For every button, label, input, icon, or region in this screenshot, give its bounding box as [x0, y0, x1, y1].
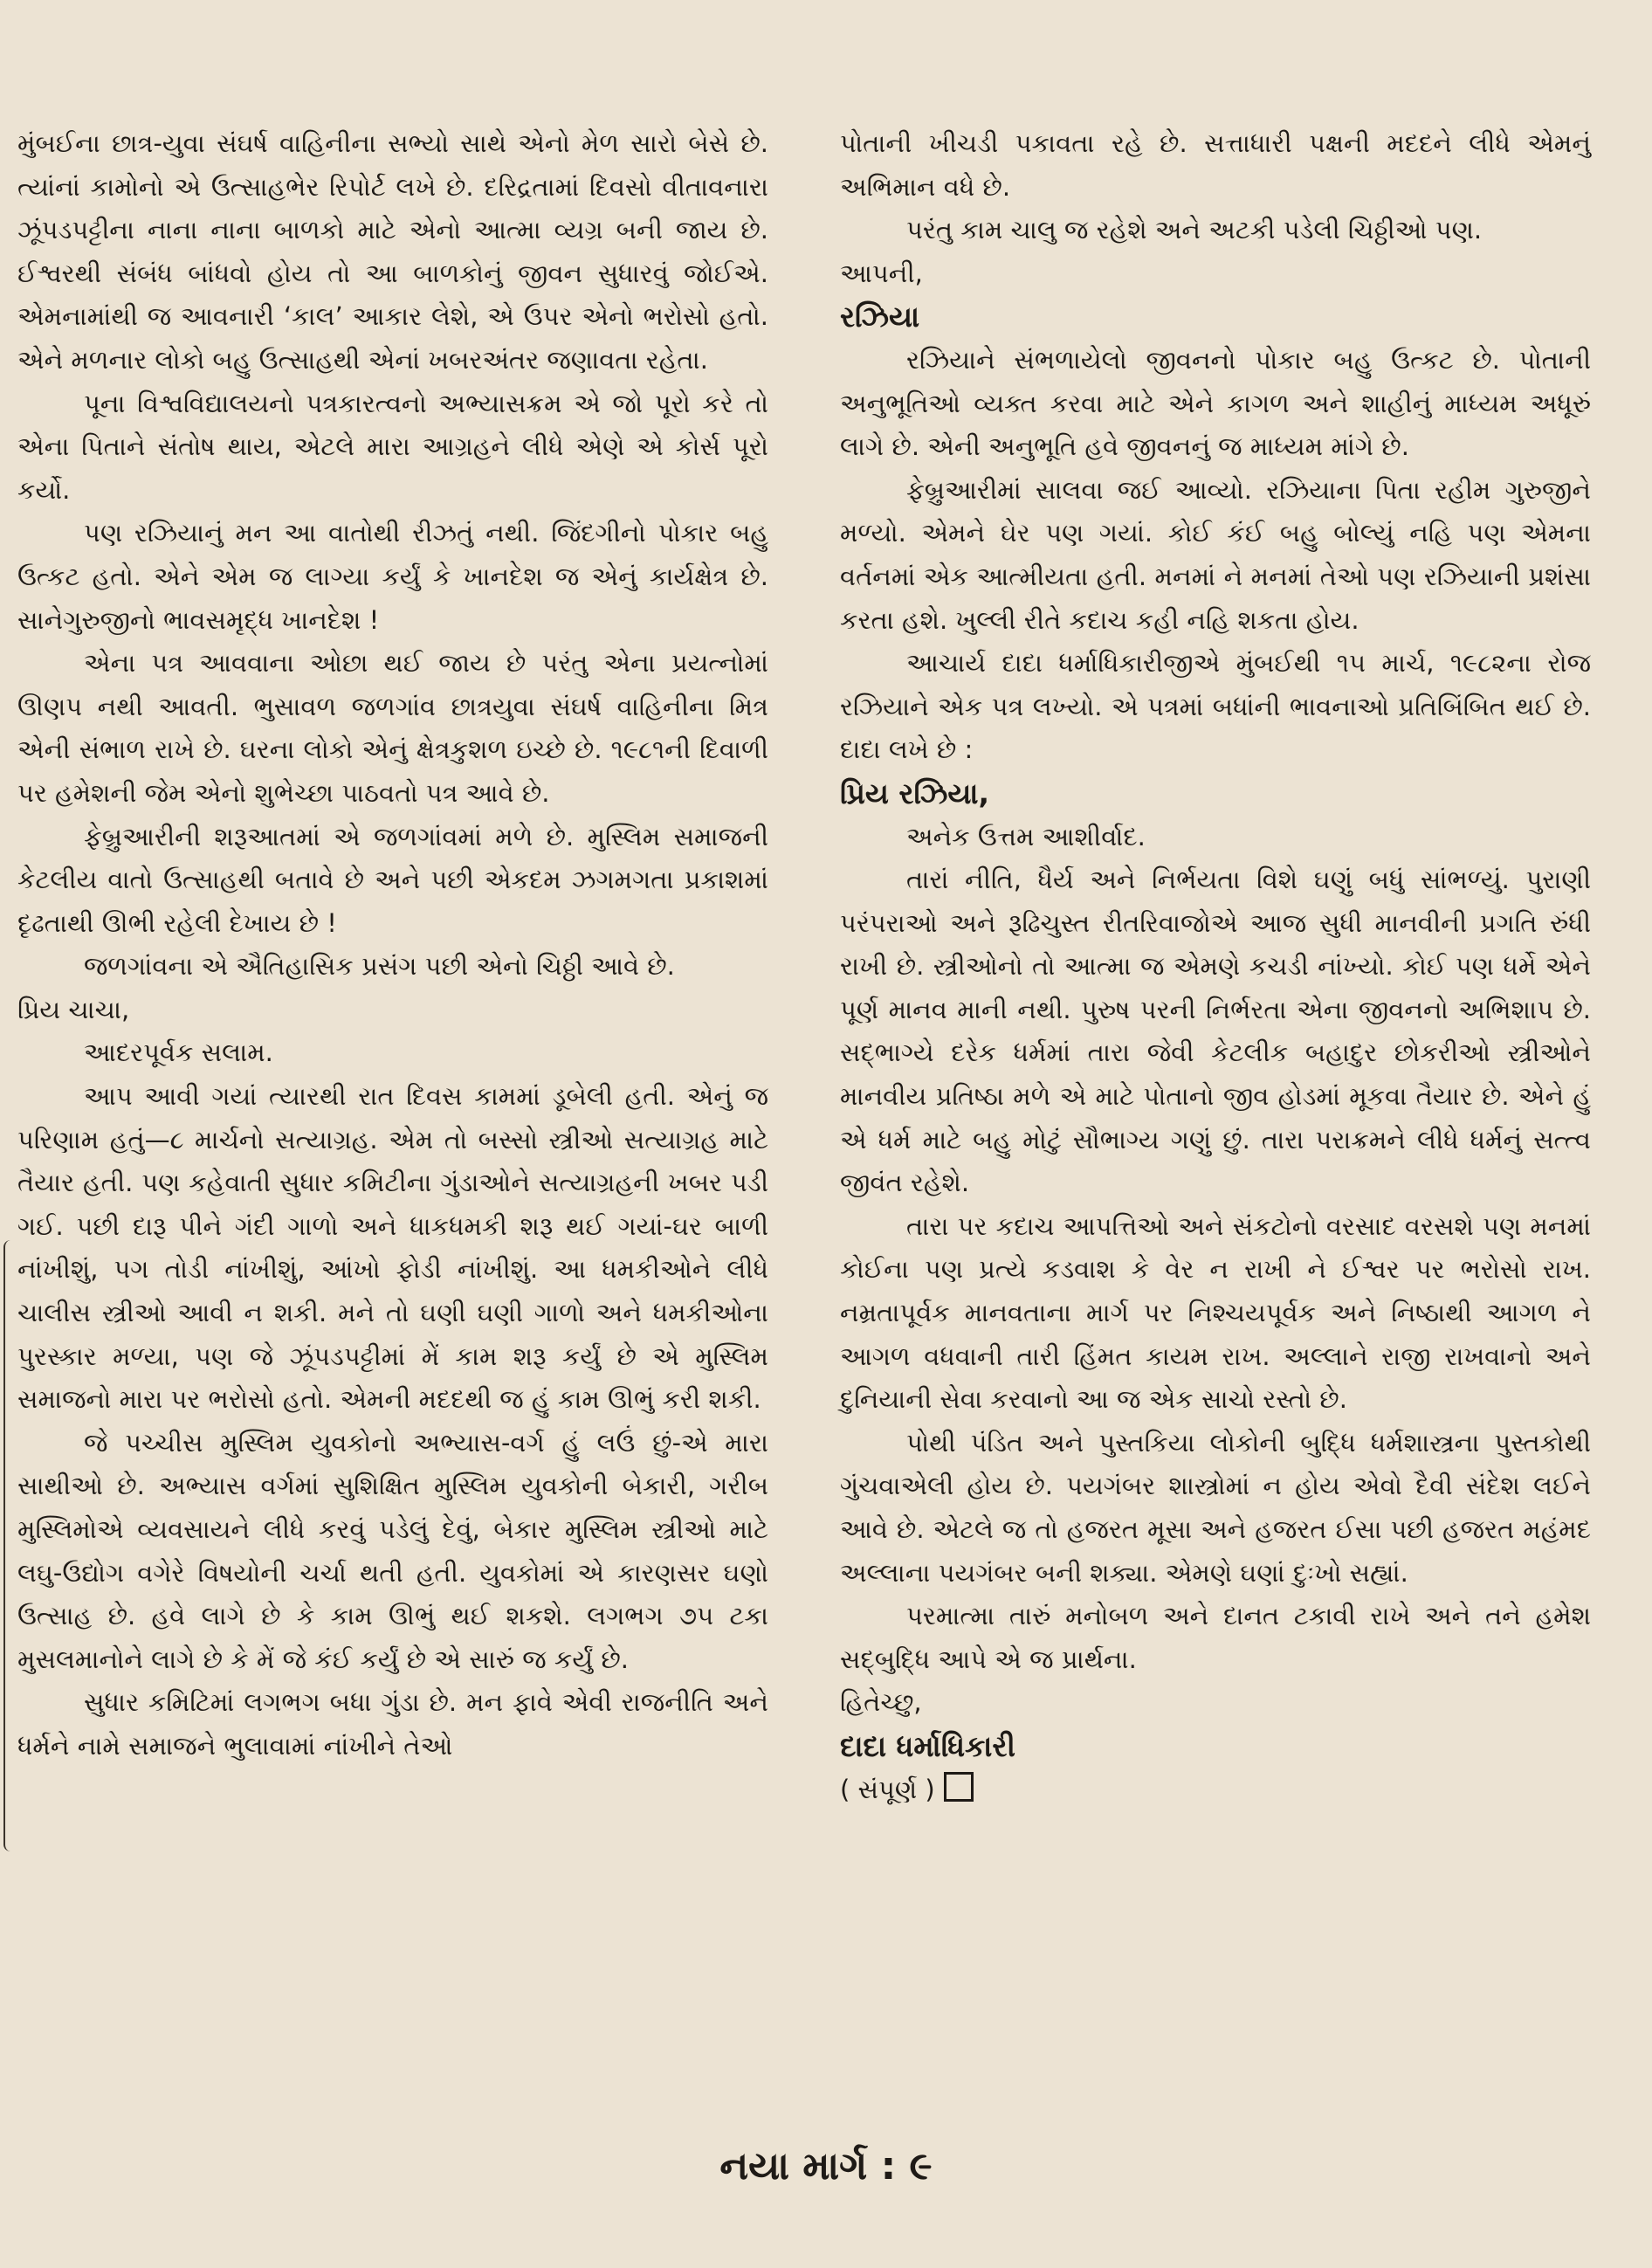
paragraph: તારા પર કદાચ આપત્તિઓ અને સંકટોનો વરસાદ વરસશે પણ મનમાં કોઈના પણ પ્રત્યે કડવાશ કે વેર ન રાખી ને ઈશ્વર પર ભરોસો રાખ. નમ્રતાપૂર્વક માનવતાના માર્ગ પર નિશ્ચયપૂર્વક અને નિષ્ઠાથી આગળ ને આગળ વધવાની તારી હિંમત કાયમ રાખ. અલ્લાને રાજી રાખવાનો અને દુનિયાની સેવા કરવાનો આ જ એક સાચો રસ્તો છે.: [840, 1210, 1591, 1415]
right-column: [840, 122, 1591, 1811]
paragraph: જે પચ્ચીસ મુસ્લિમ યુવકોનો અભ્યાસ-વર્ગ હું લઉં છું-એ મારા સાથીઓ છે. અભ્યાસ વર્ગમાં સુશિક્ષિત મુસ્લિમ યુવકોની બેકારી, ગરીબ મુસ્લિમોએ વ્યવસાયને લીધે કરવું પડેલું દેવું, બેકાર મુસ્લિમ સ્ત્રીઓ માટે લઘુ-ઉદ્યોગ વગેરે વિષયોની ચર્ચા થતી હતી. યુવકોમાં એ કારણસર ઘણો ઉત્સાહ છે. હવે લાગે છે કે કામ ઊભું થઈ શકશે. લગભગ ૭૫ ટકા મુસલમાનોને લાગે છે કે મેં જે કંઈ કર્યું છે એ સારું જ કર્યું છે.: [17, 1427, 768, 1674]
paragraph: અનેક ઉત્તમ આશીર્વાદ.: [906, 821, 1146, 851]
paragraph: ફેબ્રુઆરીમાં સાલવા જઈ આવ્યો. રઝિયાના પિતા રહીમ ગુરુજીને મળ્યો. એમને ઘેર પણ ગયાં. કોઈ કંઈ બહુ બોલ્યું નહિ પણ એમના વર્તનમાં એક આત્મીયતા હતી. મનમાં ને મનમાં તેઓ પણ રઝિયાની પ્રશંસા કરતા હશે. ખુલ્લી રીતે કદાચ કહી નહિ શકતા હોય.: [840, 474, 1591, 635]
margin-bracket: [3, 1240, 17, 1851]
paragraph: પ્રિય ચાચા,: [17, 994, 130, 1024]
paragraph: મુંબઈના છાત્ર-યુવા સંઘર્ષ વાહિનીના સભ્યો સાથે એનો મેળ સારો બેસે છે. ત્યાંનાં કામોનો એ ઉત્સાહભેર રિપોર્ટ લખે છે. દરિદ્રતામાં દિવસો વીતાવનારા ઝૂંપડપટ્ટીના નાના નાના બાળકો માટે એનો આત્મા વ્યગ્ર બની જાય છે. ઈશ્વરથી સંબંધ બાંધવો હોય તો આ બાળકોનું જીવન સુધારવું જોઈએ. એમનામાંથી જ આવનારી ‘કાલ’ આકાર લેશે, એ ઉપર એનો ભરોસો હતો. એને મળનાર લોકો બહુ ઉત્સાહથી એનાં ખબરઅંતર જણાવતા રહેતા.: [17, 128, 768, 375]
paragraph: તારાં નીતિ, ધૈર્ય અને નિર્ભયતા વિશે ઘણું બધું સાંભળ્યું. પુરાણી પરંપરાઓ અને રૂઢિચુસ્ત રીતરિવાજોએ આજ સુધી માનવીની પ્રગતિ રુંધી રાખી છે. સ્ત્રીઓનો તો આત્મા જ એમણે કચડી નાંખ્યો. કોઈ પણ ધર્મે એને પૂર્ણ માનવ માની નથી. પુરુષ પરની નિર્ભરતા એના જીવનનો અભિશાપ છે. સદ્ભાગ્યે દરેક ધર્મમાં તારા જેવી કેટલીક બહાદુર છોકરીઓ સ્ત્રીઓને માનવીય પ્રતિષ્ઠા મળે એ માટે પોતાનો જીવ હોડમાં મૂકવા તૈયાર છે. એને હું એ ધર્મ માટે બહુ મોટું સૌભાગ્ય ગણું છું. તારા પરાક્રમને લીધે ધર્મનું સત્ત્વ જીવંત રહેશે.: [840, 865, 1591, 1198]
paragraph: પરમાત્મા તારું મનોબળ અને દાનત ટકાવી રાખે અને તને હમેશ સદ્બુદ્ધિ આપે એ જ પ્રાર્થના.: [840, 1601, 1591, 1674]
paragraph: રઝિયાને સંભળાયેલો જીવનનો પોકાર બહુ ઉત્કટ છે. પોતાની અનુભૂતિઓ વ્યક્ત કરવા માટે એને કાગળ અને શાહીનું માધ્યમ અધૂરું લાગે છે. એની અનુભૂતિ હવે જીવનનું જ માધ્યમ માંગે છે.: [840, 344, 1591, 462]
paragraph: આચાર્ય દાદા ધર્માધિકારીજીએ મુંબઈથી ૧૫ માર્ચ, ૧૯૮૨ના રોજ રઝિયાને એક પત્ર લખ્યો. એ પત્રમાં બધાંની ભાવનાઓ પ્રતિબિંબિત થઈ છે. દાદા લખે છે :: [840, 648, 1591, 765]
paragraph: પોથી પંડિત અને પુસ્તકિયા લોકોની બુદ્ધિ ધર્મશાસ્ત્રના પુસ્તકોથી ગુંચવાએલી હોય છે. પયગંબર શાસ્ત્રોમાં ન હોય એવો દૈવી સંદેશ લઈને આવે છે. એટલે જ તો હજરત મૂસા અને હજરત ઈસા પછી હજરત મહંમદ અલ્લાના પયગંબર બની શક્યા. એમણે ઘણાં દુઃખો સહ્યાં.: [840, 1427, 1591, 1588]
paragraph: આદરપૂર્વક સલામ.: [84, 1037, 273, 1068]
end-mark-line: ( સંપૂર્ણ ): [840, 1768, 1591, 1812]
end-square-icon: [944, 1772, 974, 1802]
paragraph: જળગાંવના એ ઐતિહાસિક પ્રસંગ પછી એનો ચિઠ્ઠી આવે છે.: [84, 951, 675, 982]
paragraph: આપની,: [840, 258, 923, 288]
paragraph: હિતેચ્છુ,: [840, 1687, 922, 1718]
paragraph: આપ આવી ગયાં ત્યારથી રાત દિવસ કામમાં ડૂબેલી હતી. એનું જ પરિણામ હતું—૮ માર્ચનો સત્યાગ્રહ. એમ તો બસ્સો સ્ત્રીઓ સત્યાગ્રહ માટે તૈયાર હતી. પણ કહેવાતી સુધાર કમિટીના ગુંડાઓને સત્યાગ્રહની ખબર પડી ગઈ. પછી દારૂ પીને ગંદી ગાળો અને ધાકધમકી શરૂ થઈ ગયાં-ઘર બાળી નાંખીશું, પગ તોડી નાંખીશું, આંખો ફોડી નાંખીશું. આ ધમકીઓને લીધે ચાલીસ સ્ત્રીઓ આવી ન શકી. મને તો ઘણી ઘણી ગાળો અને ધમકીઓના પુરસ્કાર મળ્યા, પણ જે ઝૂંપડપટ્ટીમાં મેં કામ શરૂ કર્યું છે એ મુસ્લિમ સમાજનો મારા પર ભરોસો હતો. એમની મદદથી જ હું કામ ઊભું કરી શકી.: [17, 1081, 768, 1415]
page-footer: નયા માર્ગ : ૯: [719, 2144, 933, 2189]
paragraph: પૂના વિશ્વવિદ્યાલયનો પત્રકારત્વનો અભ્યાસક્રમ એ જો પૂરો કરે તો એના પિતાને સંતોષ થાય, એટલે મારા આગ્રહને લીધે એણે એ કોર્સ પૂરો કર્યો.: [17, 388, 768, 505]
paragraph: પરંતુ કામ ચાલુ જ રહેશે અને અટકી પડેલી ચિઠ્ઠીઓ પણ.: [906, 215, 1483, 245]
paragraph: દાદા ધર્માધિકારી: [840, 1728, 1015, 1763]
paragraph: પણ રઝિયાનું મન આ વાતોથી રીઝતું નથી. જિંદગીનો પોકાર બહુ ઉત્કટ હતો. એને એમ જ લાગ્યા કર્યું કે ખાનદેશ જ એનું કાર્યક્ષેત્ર છે. સાનેગુરુજીનો ભાવસમૃદ્ધ ખાનદેશ !: [17, 518, 768, 635]
paragraph: સુધાર કમિટિમાં લગભગ બધા ગુંડા છે. મન ફાવે એવી રાજનીતિ અને ધર્મને નામે સમાજને ભુલાવામાં નાંખીને તેઓ: [17, 1687, 768, 1761]
paragraph: પોતાની ખીચડી પકાવતા રહે છે. સત્તાધારી પક્ષની મદદને લીધે એમનું અભિમાન વધે છે.: [840, 128, 1591, 202]
paragraph: પ્રિય રઝિયા,: [840, 776, 990, 810]
left-column: [17, 122, 768, 1768]
paragraph: એના પત્ર આવવાના ઓછા થઈ જાય છે પરંતુ એના પ્રયત્નોમાં ઊણપ નથી આવતી. ભુસાવળ જળગાંવ છાત્રયુવા સંઘર્ષ વાહિનીના મિત્ર એની સંભાળ રાખે છે. ઘરના લોકો એનું ક્ષેત્રકુશળ ઇચ્છે છે. ૧૯૮૧ની દિવાળી પર હમેશની જેમ એનો શુભેચ્છા પાઠવતો પત્ર આવે છે.: [17, 648, 768, 808]
paragraph: રઝિયા: [840, 300, 920, 334]
paragraph: ફેબ્રુઆરીની શરૂઆતમાં એ જળગાંવમાં મળે છે. મુસ્લિમ સમાજની કેટલીય વાતો ઉત્સાહથી બતાવે છે અને પછી એકદમ ઝગમગતા પ્રકાશમાં દૃઢતાથી ઊભી રહેલી દેખાય છે !: [17, 821, 768, 938]
